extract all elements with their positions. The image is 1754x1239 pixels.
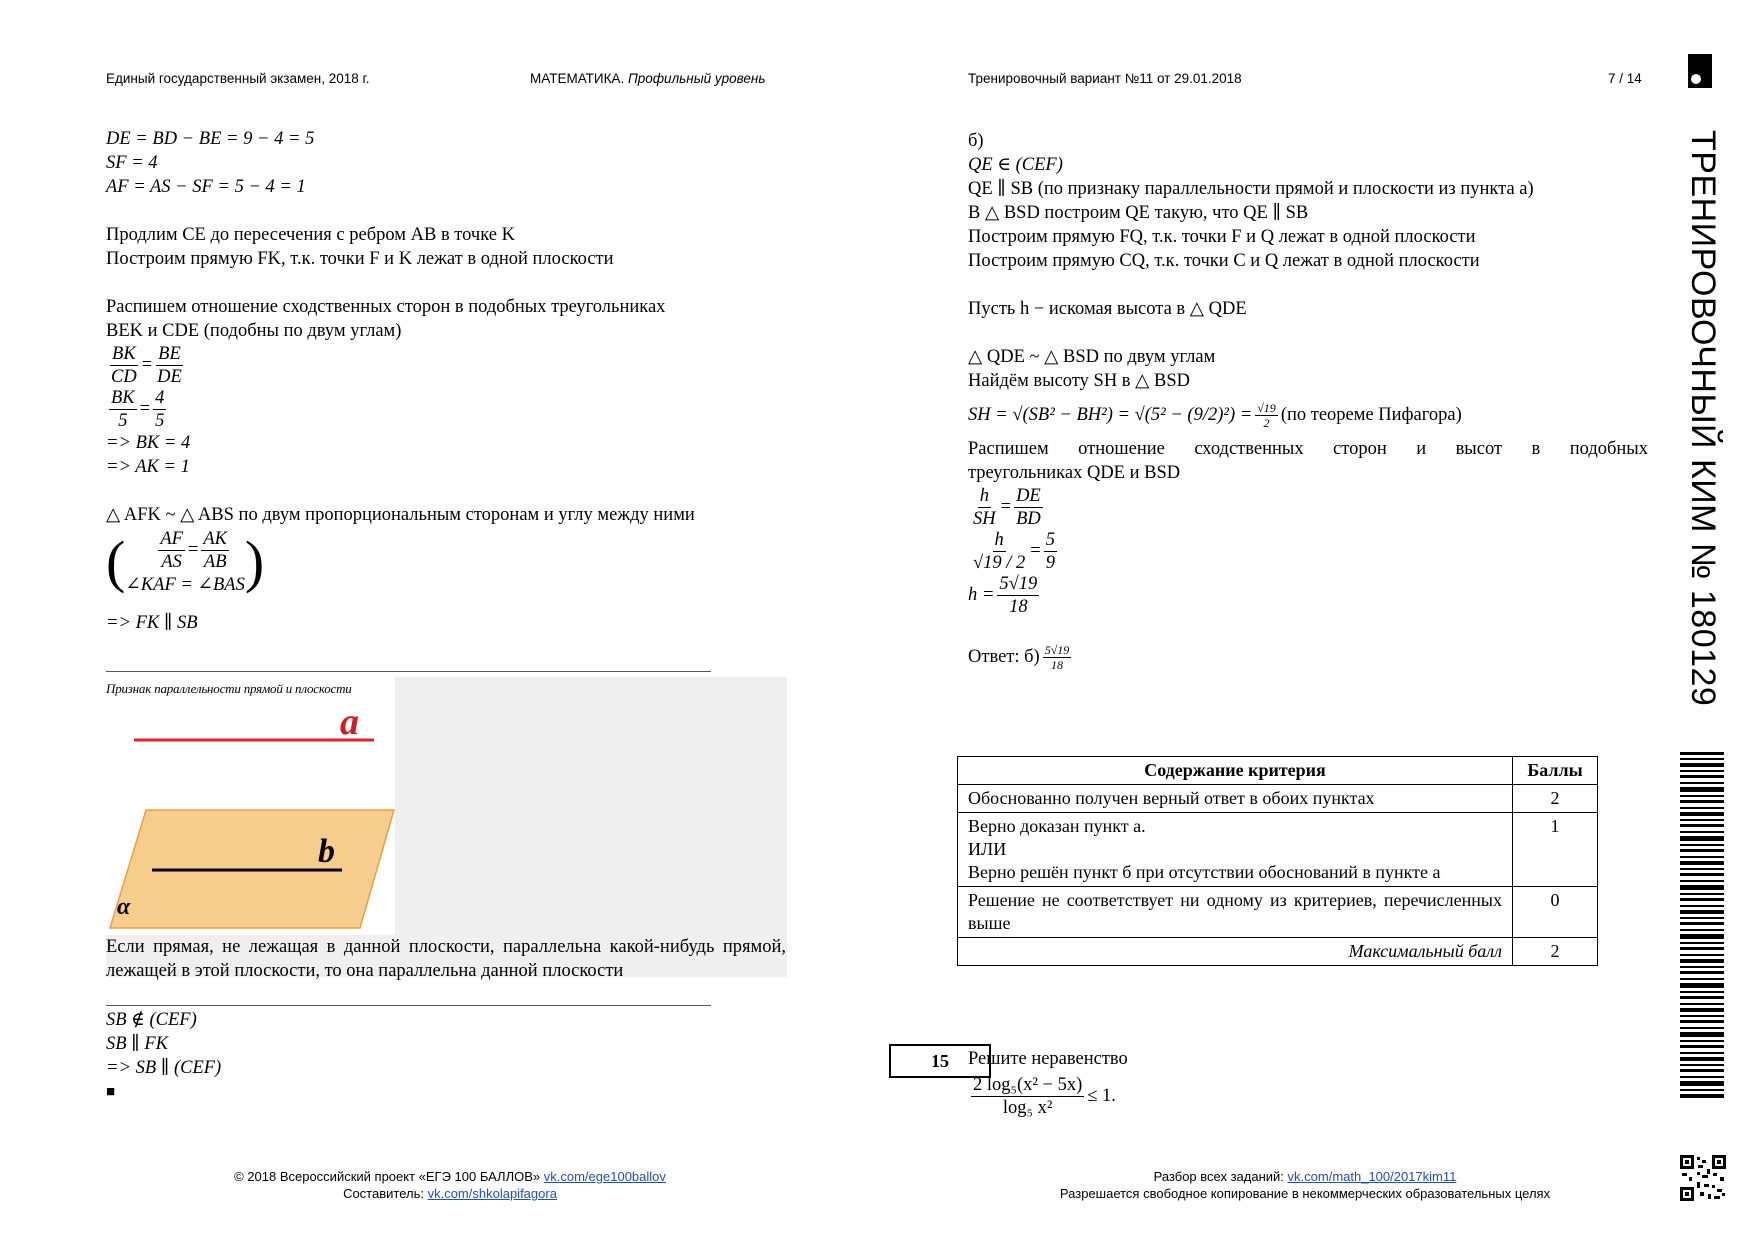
sh-den: 2 [1263,415,1270,430]
footer-right [1000,1168,1610,1202]
footer-left [150,1168,750,1202]
sh-note: (по теореме Пифагора) [1280,405,1462,425]
q-line-2: QE ∥ SB (по признаку параллельности прямой и плоскости из пункта а) [968,179,1534,199]
answer-den: 18 [1051,657,1064,672]
text-extend-ce: Продлим CE до пересечения с ребром AB в точке K [106,225,515,245]
header-variant: Тренировочный вариант №11 от 29.01.2018 [968,71,1242,86]
corner-marker [1688,54,1712,88]
criteria-col-content: Содержание критерия [958,757,1513,785]
footer-analysis-label: Разбор всех заданий: [1153,1169,1284,1184]
rel-text-1: Распишем отношение сходственных сторон и высот в подобных [968,439,1648,459]
g2-num1: h [994,529,1004,550]
frac2-num1: BK [111,387,135,408]
barcode [1680,752,1724,1100]
h-eq-1: $\frac{h}{SH}$ = $\frac{DE}{BD}$ [973,485,1041,529]
answer-num: 5√19 [1044,642,1070,657]
criteria-row [958,785,1598,813]
sys-den1: AS [161,551,182,572]
qed-mark: ■ [106,1084,116,1100]
g1-den1: SH [973,508,996,529]
side-kim-title: ТРЕНИРОВОЧНЫЙ КИМ № 180129 [1684,130,1722,707]
calc-de: DE = BD − BE = 9 − 4 = 5 [106,129,315,149]
divider-top [106,671,711,672]
g1-num2: DE [1016,485,1041,506]
label-b: b [318,833,335,870]
right-column [968,129,1648,677]
criteria-col-points: Баллы [1513,757,1598,785]
g3-lhs: h = [968,585,995,605]
criteria-max-row [958,938,1598,966]
concl-3: => SB ∥ (CEF) [106,1058,222,1078]
label-a: a [340,701,359,743]
criteria-row-text-3: Верно решён пункт б при отсутствии обоснований в пункте а [968,862,1441,882]
footer-author-label: Составитель: [343,1186,424,1201]
task15-inequality [968,1074,1116,1119]
footer-link-author[interactable]: vk.com/shkolapifagora [427,1186,557,1201]
theorem-title: Признак параллельности прямой и плоскости [106,681,352,696]
frac1-den1: CD [111,366,137,387]
text-ratio-2: BEK и CDE (подобны по двум углам) [106,321,402,341]
answer-label: Ответ: б) [968,647,1040,667]
text-build-fk: Построим прямую FK, т.к. точки F и K лежат в одной плоскости [106,249,614,269]
frac1-num1: BK [112,343,136,364]
criteria-row-text [958,813,1513,887]
header-exam-title: Единый государственный экзамен, 2018 г. [106,71,370,86]
criteria-row-text: Обоснованно получен верный ответ в обоих пунктах [958,785,1513,813]
page-number: 7 / 14 [1608,71,1642,86]
footer-license: Разрешается свободное копирование в некоммерческих образовательных целях [1059,1186,1551,1201]
part-b: б) [968,131,984,151]
g3-num: 5√19 [999,573,1038,594]
frac2-den2: 5 [155,410,165,431]
find-sh: Найдём высоту SH в △ BSD [968,371,1190,391]
qr-code [1680,1155,1726,1201]
fraction-eq-2: $\frac{BK}{5}$ = $\frac{4}{5}$ [111,387,165,431]
g2-den2: 9 [1045,552,1055,573]
criteria-row-points: 0 [1513,887,1598,938]
sys-angle: ∠KAF = ∠BAS [125,574,245,595]
answer-line [968,637,1648,677]
frac2-num2: 4 [155,387,165,408]
theorem-bg-right [395,677,787,977]
fraction-eq-1: $\frac{BK}{CD}$ = $\frac{BE}{DE}$ [111,343,182,387]
label-alpha: α [117,894,131,920]
h-eq-2: $\frac{h}{√19 / 2}$ = $\frac{5}{9}$ [973,529,1055,573]
footer-copyright: © 2018 Всероссийский проект «ЕГЭ 100 БАЛЛОВ» [234,1169,541,1184]
system-brace: ( $\frac{AF}{AS}$ = $\frac{AK}{AB}$ ∠KAF = ∠BAS ) [106,528,265,595]
header-subject-name: МАТЕМАТИКА. [530,71,625,86]
text-ratio-1: Распишем отношение сходственных сторон в подобных треугольниках [106,297,666,317]
criteria-row-points: 2 [1513,785,1598,813]
header-subject-level: Профильный уровень [627,71,766,86]
h-def: Пусть h − искомая высота в △ QDE [968,299,1247,319]
task15-numerator: 2 log₅(x² − 5x) [973,1075,1083,1095]
sys-num1: AF [160,528,183,549]
g2-den1: √19 / 2 [973,552,1026,573]
q-line-1: QE ∈ (CEF) [968,155,1063,175]
footer-link-project[interactable]: vk.com/ege100ballov [543,1169,666,1184]
criteria-row-text-2: ИЛИ [968,839,1007,859]
criteria-max-label: Максимальный балл [958,938,1513,966]
header-subject [530,71,765,86]
criteria-table [957,756,1598,966]
g1-den2: BD [1016,508,1041,529]
result-fk-sb: => FK ∥ SB [106,613,198,633]
criteria-max-points: 2 [1513,938,1598,966]
sys-den2: AB [203,551,227,572]
divider-bottom [106,1005,711,1006]
sys-num2: AK [203,528,228,549]
q-line-5: Построим прямую CQ, т.к. точки C и Q лежат в одной плоскости [968,251,1480,271]
criteria-row-points: 1 [1513,813,1598,887]
task-number-box: 15 [889,1044,991,1078]
criteria-header [958,757,1598,785]
result-ak: => AK = 1 [106,457,190,477]
g2-num2: 5 [1045,529,1055,550]
theorem-text: Если прямая, не лежащая в данной плоскости, параллельна какой-нибудь прямой, лежащей в этой плоскости, то она параллельна данной плоскости [106,937,786,981]
sh-formula [968,393,1648,437]
task15-denominator: log₅ x² [1002,1098,1053,1118]
g3-den: 18 [1009,596,1028,617]
h-result [968,573,1648,617]
criteria-row-text: Решение не соответствует ни одному из критериев, перечисленных выше [958,887,1513,938]
sh-num: √19 [1257,400,1276,415]
footer-link-analysis[interactable]: vk.com/math_100/2017kim11 [1287,1169,1457,1184]
left-column [106,127,786,635]
frac1-den2: DE [157,366,182,387]
rel-text-2: треугольниках QDE и BSD [968,463,1181,483]
similar-qde: △ QDE ~ △ BSD по двум углам [968,347,1216,367]
criteria-row [958,887,1598,938]
q-line-4: Построим прямую FQ, т.к. точки F и Q лежат в одной плоскости [968,227,1476,247]
calc-af: AF = AS − SF = 5 − 4 = 1 [106,177,306,197]
q-line-3: В △ BSD построим QE такую, что QE ∥ SB [968,203,1309,223]
task15-text: Решите неравенство [968,1049,1128,1069]
task15-rhs: ≤ 1. [1087,1086,1116,1106]
calc-sf: SF = 4 [106,153,158,173]
sh-lhs: SH = √(SB² − BH²) = √(5² − (9/2)²) = [968,405,1253,425]
result-bk: => BK = 4 [106,433,191,453]
criteria-row-text-1: Верно доказан пункт а. [968,816,1146,836]
text-similar-afk: △ AFK ~ △ ABS по двум пропорциональным сторонам и углу между ними [106,505,695,525]
frac2-den1: 5 [118,410,128,431]
frac1-num2: BE [158,343,181,364]
concl-1: SB ∉ (CEF) [106,1010,197,1030]
concl-2: SB ∥ FK [106,1034,168,1054]
g1-num1: h [979,485,989,506]
criteria-row [958,813,1598,887]
left-conclusion [106,1008,506,1104]
